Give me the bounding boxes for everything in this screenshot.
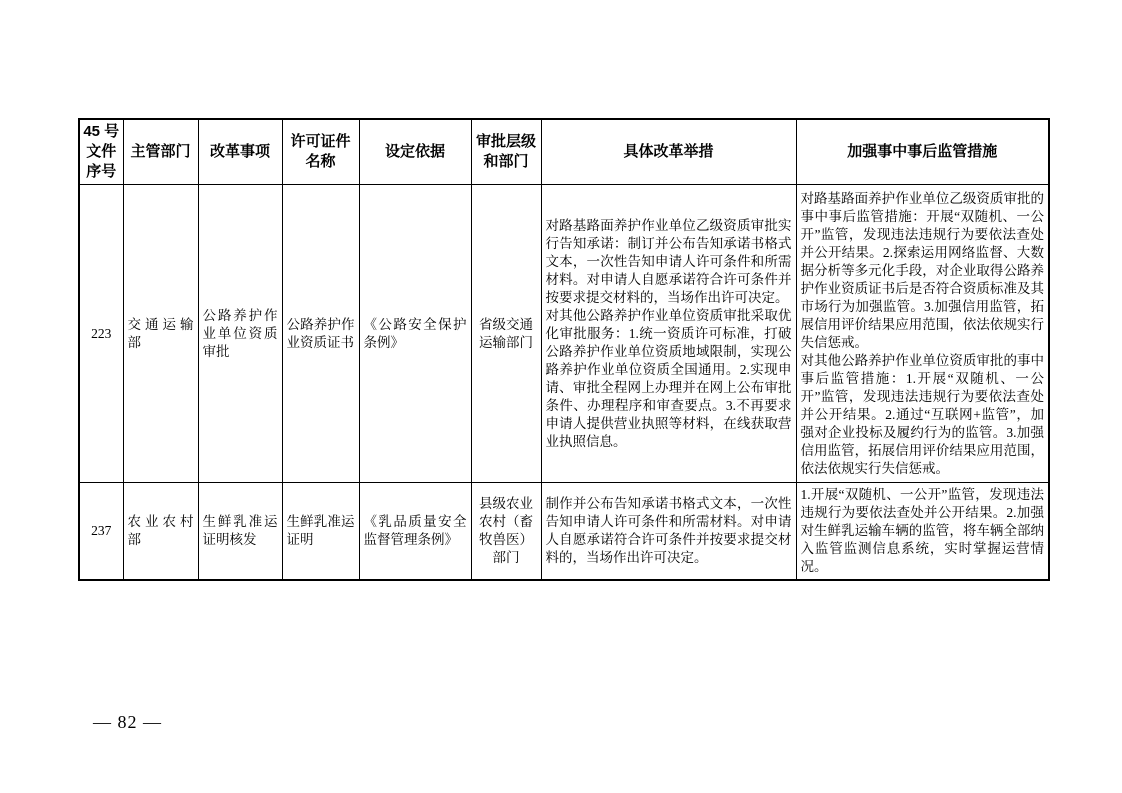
header-seq-line2: 文件 xyxy=(86,143,117,160)
table-row xyxy=(79,483,1049,581)
table-header-row xyxy=(79,119,1049,185)
header-supervision-measures: 加强事中事后监管措施 xyxy=(796,119,1049,185)
cell-specific-measures xyxy=(541,483,796,581)
measures-paragraph-1: 制作并公布告知承诺书格式文本，一次性告知申请人许可条件和所需材料。对申请人自愿承诺符合许可条件并按要求提交材料的，当场作出许可决定。 xyxy=(545,496,792,565)
supervision-paragraph-1: 对路基路面养护作业单位乙级资质审批的事中事后监管措施：开展“双随机、一公开”监管，发现违法违规行为要依法查处并公开结果。2.探索运用网络监督、大数据分析等多元化手段，对企业取得公路养护作业资质证书后是否符合资质标准及其市场行为加强监管。3.加强信用监管，拓展信用评价结果应用范围，依法依规实行失信惩戒。 xyxy=(800,190,1044,350)
supervision-paragraph-2: 对其他公路养护作业单位资质审批的事中事后监管措施：1.开展“双随机、一公开”监管，发现违法违规行为要依法查处并公开结果。2.通过“互联网+监管”，加强对企业投标及履约行为的监管。3.加强信用监管，拓展信用评价结果应用范围，依法依规实行失信惩戒。 xyxy=(800,352,1044,476)
cell-license-name: 公路养护作业资质证书 xyxy=(282,185,359,483)
header-setting-basis: 设定依据 xyxy=(359,119,471,185)
cell-license-name: 生鲜乳准运证明 xyxy=(282,483,359,581)
cell-supervision-measures xyxy=(796,185,1049,483)
cell-reform-item: 公路养护作业单位资质审批 xyxy=(198,185,282,483)
header-approval-level: 审批层级和部门 xyxy=(471,119,541,185)
cell-department: 交通运输部 xyxy=(123,185,198,483)
measures-paragraph-1: 对路基路面养护作业单位乙级资质审批实行告知承诺：制订并公布告知承诺书格式文本，一次性告知申请人许可条件和所需材料。对申请人自愿承诺符合许可条件并按要求提交材料的，当场作出许可决定。 xyxy=(545,217,792,305)
cell-approval-level: 省级交通运输部门 xyxy=(471,185,541,483)
header-reform-item: 改革事项 xyxy=(198,119,282,185)
header-seq-line3: 序号 xyxy=(86,163,117,180)
header-specific-measures: 具体改革举措 xyxy=(541,119,796,185)
cell-specific-measures xyxy=(541,185,796,483)
header-department: 主管部门 xyxy=(123,119,198,185)
supervision-paragraph-1: 1.开展“双随机、一公开”监管，发现违法违规行为要依法查处并公开结果。2.加强对生鲜乳运输车辆的监管，将车辆全部纳入监管监测信息系统，实时掌握运营情况。 xyxy=(800,487,1044,574)
header-seq-line1: 45 号 xyxy=(83,123,120,140)
cell-reform-item: 生鲜乳准运证明核发 xyxy=(198,483,282,581)
cell-seq-number: 237 xyxy=(79,483,123,581)
cell-seq-number: 223 xyxy=(79,185,123,483)
header-license-name: 许可证件名称 xyxy=(282,119,359,185)
cell-approval-level: 县级农业农村（畜牧兽医）部门 xyxy=(471,483,541,581)
cell-setting-basis: 《乳品质量安全监督管理条例》 xyxy=(359,483,471,581)
cell-department: 农业农村部 xyxy=(123,483,198,581)
header-seq-number xyxy=(79,119,123,185)
page-number: — 82 — xyxy=(93,712,162,732)
reform-measures-table xyxy=(78,118,1050,581)
cell-supervision-measures xyxy=(796,483,1049,581)
measures-paragraph-2: 对其他公路养护作业单位资质审批采取优化审批服务：1.统一资质许可标准，打破公路养护作业单位资质地域限制，实现公路养护作业单位资质全国通用。2.实现申请、审批全程网上办理并在网上公布审批条件、办理程序和审查要点。3.不再要求申请人提供营业执照等材料，在线获取营业执照信息。 xyxy=(545,307,792,449)
cell-setting-basis: 《公路安全保护条例》 xyxy=(359,185,471,483)
table-row xyxy=(79,185,1049,483)
